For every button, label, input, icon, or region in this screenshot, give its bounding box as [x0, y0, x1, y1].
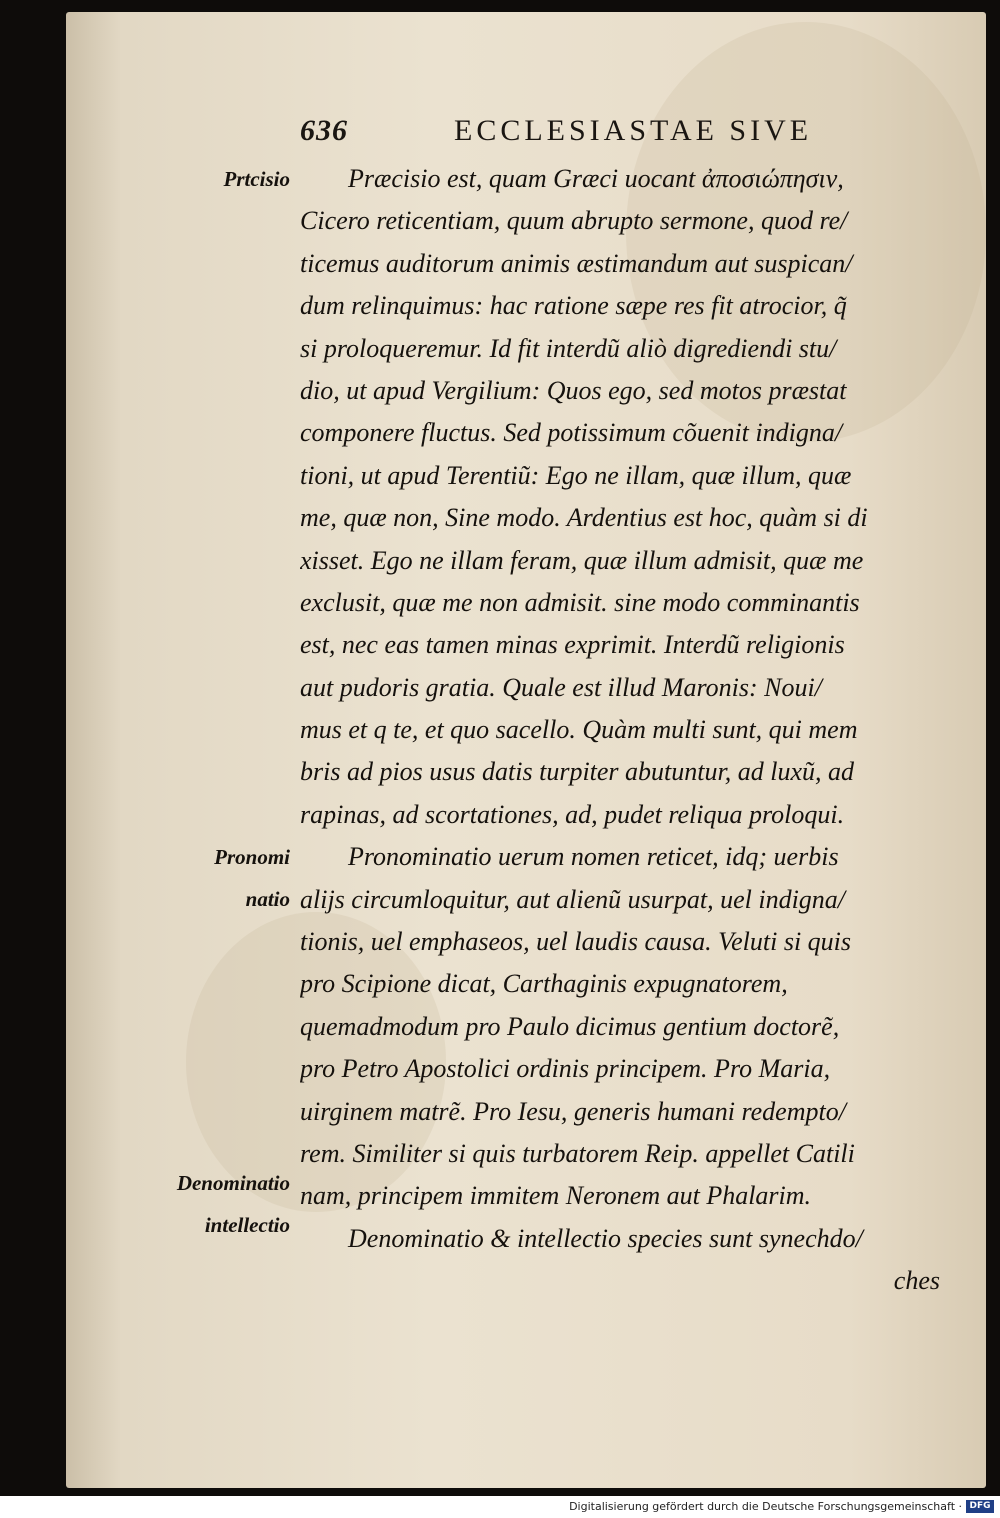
body-text	[300, 158, 940, 1303]
text-line: tioni, ut apud Terentiũ: Ego ne illam, quæ illum, quæ	[300, 460, 852, 490]
page-number: 636	[300, 114, 348, 147]
text-line: rem. Similiter si quis turbatorem Reip. appellet Catili	[300, 1138, 855, 1168]
dfg-logo: DFG	[966, 1500, 994, 1513]
margin-note-precisio: Prtcisio	[223, 167, 290, 191]
margin-note-denominatio: Denominatio	[176, 1171, 290, 1195]
page-header	[300, 114, 940, 154]
text-line: dum relinquimus: hac ratione sæpe res fit atrocior, q̃	[300, 291, 847, 321]
margin-note-pronominatio: Pronomi	[214, 845, 290, 869]
text-line: xisset. Ego ne illam feram, quæ illum admisit, quæ me	[300, 545, 864, 575]
text-line: Cicero reticentiam, quum abrupto sermone, quod re/	[300, 206, 848, 236]
text-line: alijs circumloquitur, aut alienũ usurpat, uel indigna/	[300, 884, 846, 914]
running-head: ECCLESIASTAE SIVE	[454, 114, 813, 147]
text-line: aut pudoris gratia. Quale est illud Maronis: Noui/	[300, 672, 822, 702]
text-line: Denominatio & intellectio species sunt synechdo/	[348, 1223, 863, 1253]
text-line: Pronominatio uerum nomen reticet, idq; uerbis	[348, 842, 839, 872]
text-line: componere fluctus. Sed potissimum cõuenit indigna/	[300, 418, 843, 448]
text-line: exclusit, quæ me non admisit. sine modo comminantis	[300, 587, 860, 617]
margin-note-pronominatio-cont: natio	[245, 887, 290, 911]
text-line: uirginem matrẽ. Pro Iesu, generis humani redempto/	[300, 1096, 846, 1126]
text-line: si proloqueremur. Id fit interdũ aliò digrediendi stu/	[300, 333, 837, 363]
text-line: rapinas, ad scortationes, ad, pudet reliqua proloqui.	[300, 799, 845, 829]
text-line: est, nec eas tamen minas exprimit. Interdũ religionis	[300, 630, 845, 660]
text-line: dio, ut apud Vergilium: Quos ego, sed motos præstat	[300, 375, 847, 405]
text-line: pro Scipione dicat, Carthaginis expugnatorem,	[300, 969, 788, 999]
text-line: quemadmodum pro Paulo dicimus gentium doctorẽ,	[300, 1011, 840, 1041]
text-line: nam, principem immitem Neronem aut Phalarim.	[300, 1181, 812, 1211]
margin-note-intellectio: intellectio	[204, 1213, 290, 1237]
text-line: tionis, uel emphaseos, uel laudis causa. Veluti si quis	[300, 927, 852, 957]
digitization-footer	[0, 1496, 1000, 1518]
text-line: bris ad pios usus datis turpiter abutuntur, ad luxũ, ad	[300, 757, 854, 787]
text-line: me, quæ non, Sine modo. Ardentius est hoc, quàm si di	[300, 503, 868, 533]
text-line: ticemus auditorum animis æstimandum aut suspican/	[300, 248, 853, 278]
footer-credit: Digitalisierung gefördert durch die Deutsche Forschungsgemeinschaft ·	[569, 1500, 962, 1513]
text-line: pro Petro Apostolici ordinis principem. Pro Maria,	[300, 1054, 831, 1084]
text-line: mus et q te, et quo sacello. Quàm multi sunt, qui mem	[300, 715, 858, 745]
text-line: Præcisio est, quam Græci uocant ἀποσιώπησιν,	[348, 164, 844, 193]
catchword: ches	[893, 1266, 940, 1296]
